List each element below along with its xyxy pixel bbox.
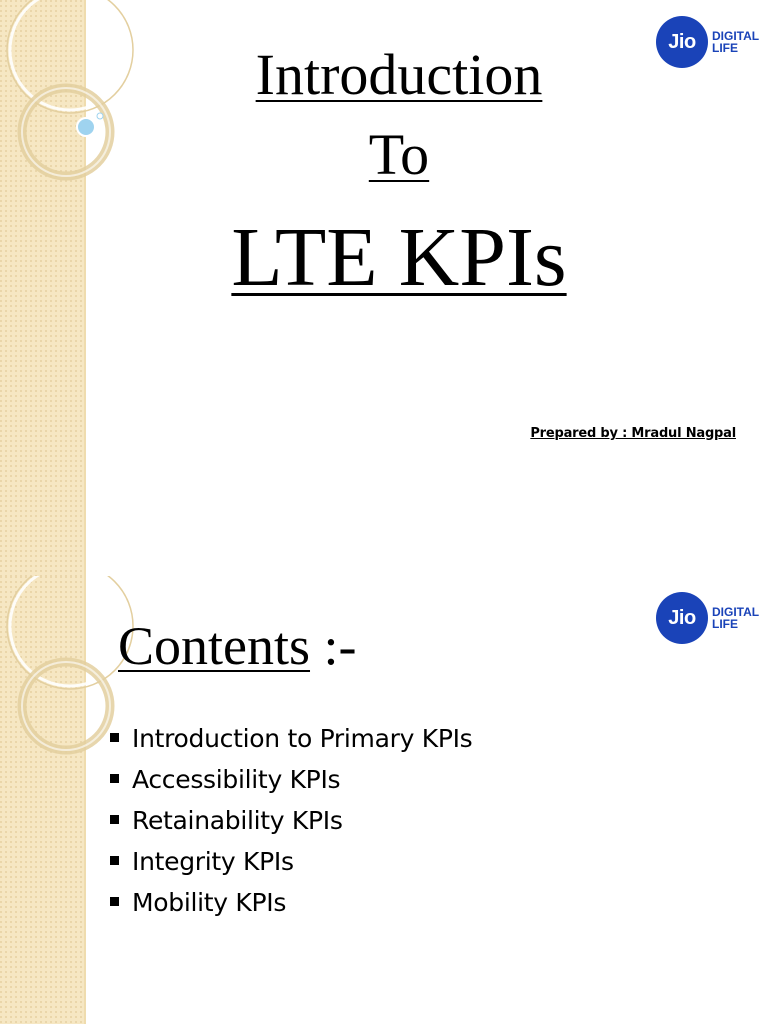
list-item: Mobility KPIs [108, 882, 472, 923]
square-bullet-icon [110, 774, 119, 783]
title-line-1: Introduction [255, 42, 543, 107]
square-bullet-icon [110, 897, 119, 906]
jio-logo-mark: Jio [656, 592, 708, 644]
contents-list [108, 718, 472, 923]
jio-digital-life-logo [656, 590, 764, 646]
ring-large-outline [7, 576, 133, 689]
list-item: Accessibility KPIs [108, 759, 472, 800]
square-bullet-icon [110, 856, 119, 865]
square-bullet-icon [110, 815, 119, 824]
ring-large [10, 576, 130, 686]
main-title: LTE KPIs [231, 211, 567, 304]
contents-heading [118, 614, 357, 678]
title-line-2: To [368, 122, 430, 187]
jio-logo-mark: Jio [656, 16, 708, 68]
contents-heading-text: Contents [118, 616, 311, 676]
contents-slide [0, 576, 768, 1024]
bubble-small-dot [97, 113, 103, 119]
list-item: Introduction to Primary KPIs [108, 718, 472, 759]
logo-text-digital: DIGITAL [712, 605, 760, 619]
contents-heading-suffix: :- [310, 616, 357, 676]
logo-text-life: LIFE [712, 617, 738, 631]
prepared-by-label: Prepared by : Mradul Nagpal [530, 426, 736, 441]
square-bullet-icon [110, 733, 119, 742]
logo-text-digital: DIGITAL [712, 29, 760, 43]
logo-text-life: LIFE [712, 41, 738, 55]
list-item: Retainability KPIs [108, 800, 472, 841]
ring-small-highlight [22, 662, 110, 750]
list-item: Integrity KPIs [108, 841, 472, 882]
